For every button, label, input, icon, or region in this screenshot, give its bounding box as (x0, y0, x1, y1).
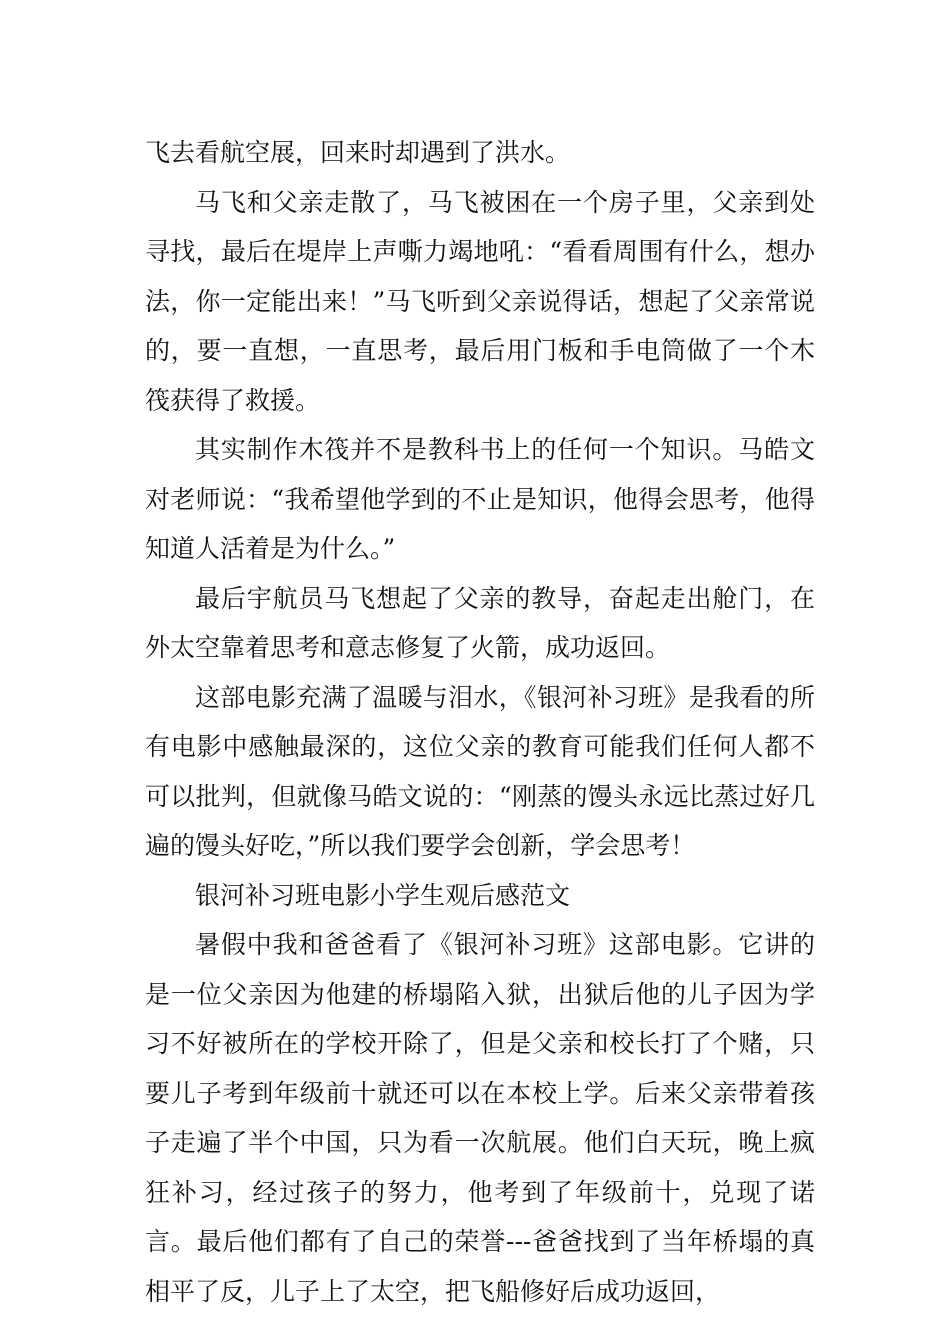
paragraph: 暑假中我和爸爸看了《银河补习班》这部电影。它讲的是一位父亲因为他建的桥塌陷入狱，出狱后他的儿子因为学习不好被所在的学校开除了，但是父亲和校长打了个赌，只要儿子考到年级前十就还可以在本校上学。后来父亲带着孩子走遍了半个中国，只为看一次航展。他们白天玩，晚上疯狂补习，经过孩子的努力，他考到了年级前十，兑现了诺言。最后他们都有了自己的荣誉---爸爸找到了当年桥塌的真相平了反，儿子上了太空，把飞船修好后成功返回， (145, 930, 815, 1306)
paragraph-continuation: 飞去看航空展，回来时却遇到了洪水。 (145, 138, 571, 167)
paragraph: 其实制作木筏并不是教科书上的任何一个知识。马皓文对老师说：“我希望他学到的不止是知识，他得会思考，他得知道人活着是为什么。” (145, 435, 815, 563)
paragraph: 马飞和父亲走散了，马飞被困在一个房子里，父亲到处寻找，最后在堤岸上声嘶力竭地吼：“看看周围有什么，想办法，你一定能出来！”马飞听到父亲说得话，想起了父亲常说的，要一直想，一直思考，最后用门板和手电筒做了一个木筏获得了救援。 (145, 187, 815, 415)
document-body (145, 128, 815, 1316)
section-heading: 银河补习班电影小学生观后感范文 (195, 880, 571, 910)
paragraph: 最后宇航员马飞想起了父亲的教导，奋起走出舱门，在外太空靠着思考和意志修复了火箭，成功返回。 (145, 583, 815, 662)
paragraph: 这部电影充满了温暖与泪水，《银河补习班》是我看的所有电影中感触最深的，这位父亲的教育可能我们任何人都不可以批判，但就像马皓文说的：“刚蒸的馒头永远比蒸过好几遍的馒头好吃，”所以我们要学会创新，学会思考！ (145, 682, 815, 860)
